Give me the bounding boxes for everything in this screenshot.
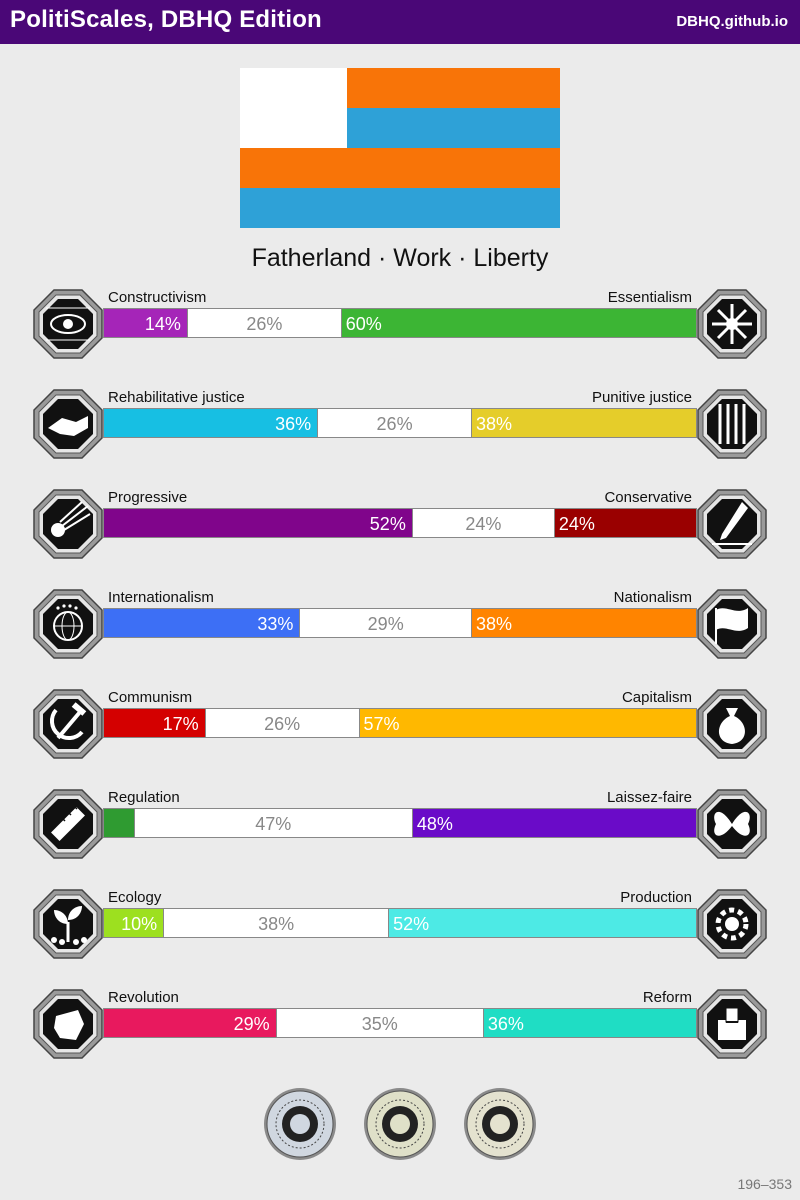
axis-right-label: Nationalism — [613, 589, 692, 606]
axis-row — [0, 988, 800, 1088]
app-title: PolitiScales, DBHQ Edition — [10, 6, 322, 33]
app-header — [0, 0, 800, 44]
axis-right-segment: 57% — [359, 709, 696, 737]
prison-bars-icon — [696, 388, 768, 460]
quill-pen-icon — [696, 488, 768, 560]
axis-right-segment: 36% — [483, 1009, 696, 1037]
axis-left-label: Communism — [108, 689, 193, 706]
axis-middle-segment: 24% — [412, 509, 554, 537]
fist-icon — [32, 988, 104, 1060]
factory-gear-icon — [696, 888, 768, 960]
axis-right-label: Production — [620, 889, 692, 906]
site-link[interactable]: DBHQ.github.io — [676, 13, 788, 30]
coin-badge-icon — [262, 1086, 338, 1162]
axis-right-segment: 38% — [471, 409, 696, 437]
axis-bar — [103, 508, 697, 538]
axis-bar — [103, 908, 697, 938]
axis-middle-segment: 35% — [276, 1009, 483, 1037]
axis-row — [0, 788, 800, 888]
axis-left-segment: 10% — [104, 909, 163, 937]
eye-icon — [32, 288, 104, 360]
handshake-icon — [32, 388, 104, 460]
ruler-icon — [32, 788, 104, 860]
flag — [240, 68, 560, 228]
sprout-icon — [32, 888, 104, 960]
axis-right-segment: 60% — [341, 309, 696, 337]
axis-row — [0, 288, 800, 388]
comet-icon — [32, 488, 104, 560]
fist-icon — [32, 988, 104, 1060]
axis-bar — [103, 808, 697, 838]
axis-left-segment: 29% — [104, 1009, 276, 1037]
flag-icon — [696, 588, 768, 660]
axis-row — [0, 488, 800, 588]
axis-middle-segment: 38% — [163, 909, 388, 937]
axis-left-label: Rehabilitative justice — [108, 389, 245, 406]
axis-row — [0, 688, 800, 788]
flower-icon — [696, 288, 768, 360]
axis-middle-segment: 29% — [299, 609, 471, 637]
axis-left-segment: 14% — [104, 309, 187, 337]
axis-left-label: Internationalism — [108, 589, 214, 606]
crown-badge-icon — [462, 1086, 538, 1162]
axis-bar — [103, 1008, 697, 1038]
flag-orange-stripe-top — [347, 68, 560, 108]
axis-right-label: Reform — [642, 989, 692, 1006]
axis-bar — [103, 308, 697, 338]
axis-row — [0, 388, 800, 488]
axis-bar — [103, 708, 697, 738]
flag-white-canton — [240, 68, 347, 148]
axis-right-segment: 38% — [471, 609, 696, 637]
axis-left-label: Progressive — [108, 489, 188, 506]
axis-middle-segment: 26% — [187, 309, 341, 337]
grapes-badge-icon — [362, 1086, 438, 1162]
axis-left-segment — [104, 809, 134, 837]
butterfly-icon — [696, 788, 768, 860]
axis-right-segment: 24% — [554, 509, 696, 537]
axis-right-label: Capitalism — [621, 689, 692, 706]
axis-left-segment: 36% — [104, 409, 317, 437]
flag-icon — [696, 588, 768, 660]
ballot-box-icon — [696, 988, 768, 1060]
axis-left-label: Ecology — [108, 889, 162, 906]
axis-left-label: Revolution — [108, 989, 179, 1006]
sprout-icon — [32, 888, 104, 960]
globe-icon — [32, 588, 104, 660]
axis-right-label: Punitive justice — [591, 389, 692, 406]
axis-left-segment: 33% — [104, 609, 299, 637]
hammer-sickle-icon — [32, 688, 104, 760]
axis-middle-segment: 26% — [317, 409, 471, 437]
slogan: Fatherland · Work · Liberty — [251, 244, 549, 272]
axis-left-segment: 52% — [104, 509, 412, 537]
axis-right-label: Laissez-faire — [606, 789, 692, 806]
axis-right-segment: 48% — [412, 809, 696, 837]
axis-row — [0, 888, 800, 988]
flag-blue-stripe-bottom — [240, 188, 560, 228]
flag-blue-stripe-top — [347, 108, 560, 148]
axis-middle-segment: 26% — [205, 709, 359, 737]
comet-icon — [32, 488, 104, 560]
axis-left-segment: 17% — [104, 709, 205, 737]
money-bag-icon — [696, 688, 768, 760]
ruler-icon — [32, 788, 104, 860]
eye-icon — [32, 288, 104, 360]
money-bag-icon — [696, 688, 768, 760]
page-info: 196–353 — [737, 1176, 792, 1192]
prison-bars-icon — [696, 388, 768, 460]
ballot-box-icon — [696, 988, 768, 1060]
axis-right-segment: 52% — [388, 909, 696, 937]
axis-bar — [103, 408, 697, 438]
hammer-sickle-icon — [32, 688, 104, 760]
quill-pen-icon — [696, 488, 768, 560]
axis-right-label: Conservative — [604, 489, 692, 506]
flower-icon — [696, 288, 768, 360]
axis-left-label: Regulation — [108, 789, 180, 806]
flag-orange-stripe-bottom — [240, 148, 560, 188]
axis-right-label: Essentialism — [607, 289, 692, 306]
globe-icon — [32, 588, 104, 660]
factory-gear-icon — [696, 888, 768, 960]
handshake-icon — [32, 388, 104, 460]
axis-left-label: Constructivism — [108, 289, 207, 306]
axis-bar — [103, 608, 697, 638]
axis-middle-segment: 47% — [134, 809, 412, 837]
butterfly-icon — [696, 788, 768, 860]
axis-row — [0, 588, 800, 688]
bonus-badges — [0, 1086, 800, 1166]
